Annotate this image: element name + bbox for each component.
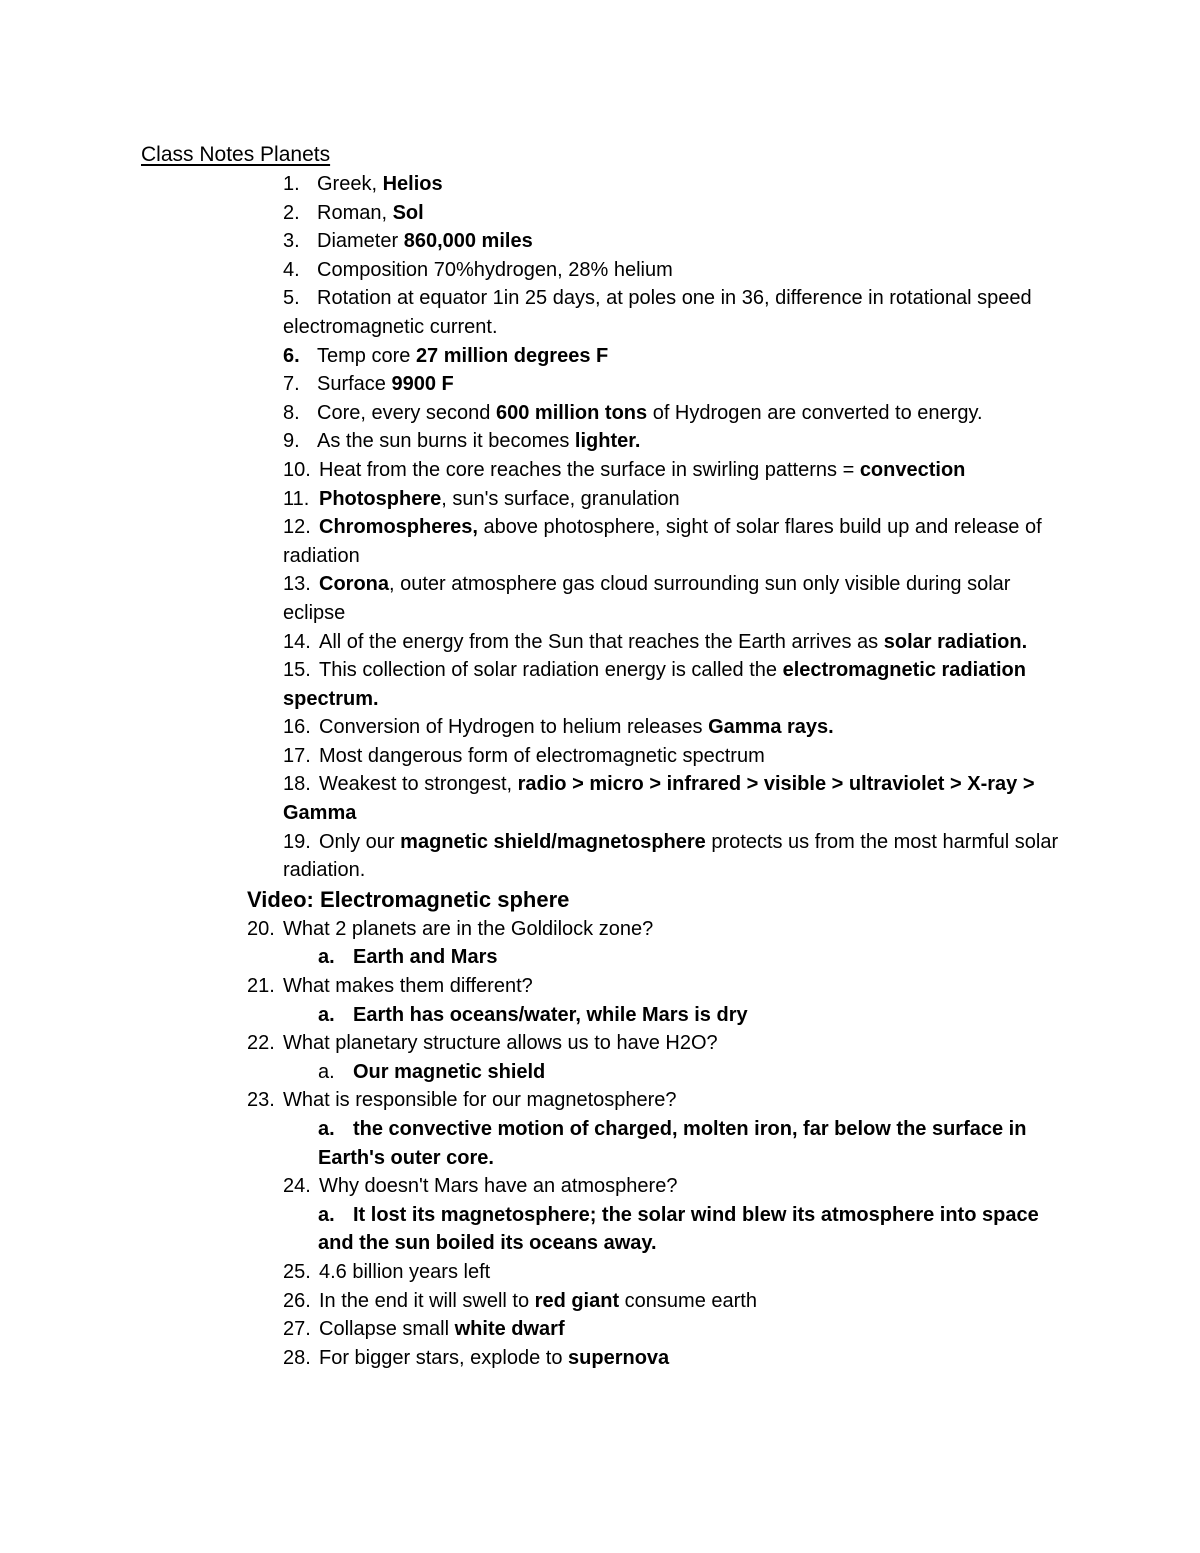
text: Weakest to strongest, bbox=[319, 773, 518, 796]
list-item-number: 1. bbox=[283, 173, 300, 195]
bold-text: convection bbox=[859, 458, 966, 481]
list-item-text bbox=[283, 656, 1073, 713]
text: What planetary structure allows us to have H2O? bbox=[283, 1032, 718, 1055]
list-item-text bbox=[283, 170, 1073, 199]
page-title: Class Notes Planets bbox=[141, 143, 331, 166]
list-item-number: 23. bbox=[247, 1089, 275, 1112]
list-item-text bbox=[283, 342, 1073, 371]
list-item bbox=[0, 915, 1073, 944]
list-item bbox=[0, 513, 1073, 570]
list-item bbox=[0, 399, 1073, 428]
list-item-text bbox=[283, 742, 1073, 771]
text: of Hydrogen are converted to energy. bbox=[647, 401, 983, 424]
list-item-number: 28. bbox=[283, 1346, 311, 1369]
list-item bbox=[0, 742, 1073, 771]
list-item-number: 3. bbox=[283, 230, 300, 253]
list-item bbox=[0, 1115, 1078, 1172]
list-item-number: a. bbox=[318, 1118, 335, 1140]
list-item bbox=[0, 1086, 1073, 1115]
text: Collapse small bbox=[319, 1318, 455, 1341]
list-item-text bbox=[283, 628, 1073, 657]
list-item-text bbox=[318, 1058, 1078, 1087]
list-item-number: a. bbox=[318, 1203, 335, 1226]
list-item-text bbox=[283, 1344, 1073, 1373]
bold-text: Helios bbox=[382, 173, 443, 195]
list-item-text bbox=[318, 1001, 1078, 1030]
text: Conversion of Hydrogen to helium releases bbox=[319, 716, 709, 739]
text: Rotation at equator 1in 25 days, at poles one in 36, difference in rotational speed electromagnetic current. bbox=[283, 287, 1032, 338]
list-item bbox=[0, 370, 1073, 399]
list-item-number: 24. bbox=[283, 1175, 311, 1198]
list-item-text bbox=[283, 828, 1073, 885]
video-heading: Video: Electromagnetic sphere bbox=[247, 886, 570, 912]
text: Composition 70%hydrogen, 28% helium bbox=[317, 258, 673, 281]
list-item bbox=[0, 170, 1073, 199]
list-item bbox=[0, 1287, 1073, 1316]
list-item-text bbox=[247, 1086, 1073, 1115]
list-item-number: 8. bbox=[283, 401, 300, 424]
bold-text: Earth and Mars bbox=[353, 946, 498, 969]
list-item-number: 18. bbox=[283, 773, 311, 796]
list-item bbox=[0, 943, 1078, 972]
list-item-text bbox=[283, 713, 1073, 742]
list-item-text bbox=[283, 1287, 1073, 1316]
list-item-number: 10. bbox=[283, 458, 311, 481]
list-item-number: 9. bbox=[283, 430, 300, 453]
list-item bbox=[0, 342, 1073, 371]
list-item bbox=[0, 427, 1073, 456]
bold-text: the convective motion of charged, molten iron, far below the surface in Earth's outer core. bbox=[318, 1118, 1027, 1169]
list-item-text bbox=[283, 770, 1073, 827]
bold-text: solar radiation. bbox=[883, 630, 1028, 653]
text: Most dangerous form of electromagnetic spectrum bbox=[319, 744, 765, 767]
text: Diameter bbox=[317, 230, 404, 253]
list-item bbox=[0, 828, 1073, 885]
list-item bbox=[0, 227, 1073, 256]
bold-text: 860,000 miles bbox=[403, 230, 533, 253]
text: What 2 planets are in the Goldilock zone? bbox=[283, 917, 654, 940]
list-item-number: 20. bbox=[247, 917, 275, 940]
list-item bbox=[0, 1258, 1073, 1287]
list-item-number: 26. bbox=[283, 1289, 311, 1312]
text: Core, every second bbox=[317, 401, 496, 424]
list-item-number: 21. bbox=[247, 975, 275, 998]
list-item-number: 12. bbox=[283, 516, 311, 539]
bold-text: red giant bbox=[534, 1289, 620, 1312]
list-item-number: 11. bbox=[283, 487, 310, 510]
list-item-text bbox=[318, 1201, 1078, 1258]
list-item-number: 25. bbox=[283, 1260, 311, 1283]
list-item-number: 22. bbox=[247, 1032, 275, 1055]
list-item-text bbox=[318, 1115, 1078, 1172]
list-item-text bbox=[283, 1172, 1073, 1201]
bold-text: Our magnetic shield bbox=[353, 1060, 546, 1083]
list-item bbox=[0, 1201, 1078, 1258]
text: What makes them different? bbox=[283, 975, 533, 998]
list-item-number: 17. bbox=[283, 744, 311, 767]
bold-text: Corona bbox=[319, 573, 389, 596]
list-item-text bbox=[283, 284, 1073, 341]
list-item-text bbox=[283, 570, 1073, 627]
text: In the end it will swell to bbox=[319, 1289, 535, 1312]
list-item bbox=[0, 1029, 1073, 1058]
text: consume earth bbox=[619, 1289, 757, 1312]
list-item bbox=[0, 570, 1073, 627]
list-item-text bbox=[283, 427, 1073, 456]
list-item-text bbox=[247, 972, 1073, 1001]
text: What is responsible for our magnetosphere? bbox=[283, 1089, 677, 1112]
text: This collection of solar radiation energy is called the bbox=[319, 659, 783, 682]
list-item bbox=[0, 256, 1073, 285]
list-item-number: 6. bbox=[283, 344, 300, 367]
list-item-number: 7. bbox=[283, 373, 300, 396]
text: For bigger stars, explode to bbox=[319, 1346, 569, 1369]
list-item-text bbox=[283, 399, 1073, 428]
list-item-text bbox=[283, 256, 1073, 285]
list-item bbox=[0, 1001, 1078, 1030]
text: protects us from the most harmful solar radiation. bbox=[283, 830, 1059, 882]
list-item-text bbox=[283, 485, 1073, 514]
bold-text: 27 million degrees F bbox=[415, 344, 609, 367]
list-item-text bbox=[283, 370, 1073, 399]
list-item-number: a. bbox=[318, 1060, 335, 1083]
list-item bbox=[0, 1344, 1073, 1373]
list-item-number: 19. bbox=[283, 830, 311, 853]
text: , outer atmosphere gas cloud surrounding sun only visible during solar eclipse bbox=[283, 573, 1011, 624]
list-item bbox=[0, 485, 1073, 514]
list-item bbox=[0, 456, 1073, 485]
text: Roman, bbox=[317, 201, 393, 224]
text: Surface bbox=[317, 373, 392, 396]
list-item bbox=[0, 199, 1073, 228]
list-item-number: 2. bbox=[283, 201, 300, 224]
text: , sun's surface, granulation bbox=[441, 487, 680, 510]
text: All of the energy from the Sun that reaches the Earth arrives as bbox=[319, 630, 884, 653]
list-item bbox=[0, 1172, 1073, 1201]
text: Only our bbox=[319, 830, 401, 853]
list-item-text bbox=[247, 1029, 1073, 1058]
bold-text: supernova bbox=[568, 1346, 670, 1369]
bold-text: 9900 F bbox=[391, 373, 454, 396]
bold-text: Sol bbox=[392, 201, 424, 224]
bold-text: magnetic shield/magnetosphere bbox=[400, 830, 706, 853]
bold-text: Earth has oceans/water, while Mars is dry bbox=[353, 1003, 748, 1026]
list-item bbox=[0, 713, 1073, 742]
text: Greek, bbox=[317, 173, 383, 195]
text: As the sun burns it becomes bbox=[317, 430, 575, 453]
list-item-text bbox=[283, 1315, 1073, 1344]
bold-text: 600 million tons bbox=[495, 401, 648, 424]
list-item-number: 5. bbox=[283, 287, 300, 310]
list-item-text bbox=[283, 513, 1073, 570]
bold-text: Chromospheres, bbox=[319, 516, 478, 539]
bold-text: white dwarf bbox=[454, 1318, 565, 1341]
text: Why doesn't Mars have an atmosphere? bbox=[319, 1175, 678, 1198]
bold-text: electromagnetic radiation spectrum. bbox=[283, 659, 1026, 710]
list-item-text bbox=[318, 943, 1078, 972]
text: above photosphere, sight of solar flares build up and release of radiation bbox=[283, 516, 1042, 567]
text: Heat from the core reaches the surface in swirling patterns = bbox=[319, 458, 860, 481]
notes-list bbox=[0, 170, 1200, 1372]
list-item bbox=[0, 1058, 1078, 1087]
list-item bbox=[0, 972, 1073, 1001]
list-item-number: 27. bbox=[283, 1318, 311, 1341]
list-item-number: a. bbox=[318, 946, 335, 969]
bold-text: It lost its magnetosphere; the solar wind blew its atmosphere into space and the sun boiled its oceans away. bbox=[318, 1203, 1039, 1255]
list-item bbox=[0, 770, 1073, 827]
list-item-number: a. bbox=[318, 1003, 335, 1026]
text: 4.6 billion years left bbox=[319, 1260, 491, 1283]
list-item bbox=[0, 284, 1073, 341]
list-item-number: 13. bbox=[283, 573, 311, 596]
list-item-number: 16. bbox=[283, 716, 311, 739]
list-item-text bbox=[283, 456, 1073, 485]
list-item-number: 15. bbox=[283, 659, 311, 682]
list-item-text bbox=[283, 227, 1073, 256]
list-item-text bbox=[283, 1258, 1073, 1287]
list-item-number: 14. bbox=[283, 630, 311, 653]
bold-text: lighter. bbox=[574, 430, 641, 453]
list-item bbox=[0, 1315, 1073, 1344]
list-item-number: 4. bbox=[283, 258, 300, 281]
list-item-text bbox=[247, 915, 1073, 944]
bold-text: radio > micro > infrared > visible > ultraviolet > X-ray > Gamma bbox=[283, 773, 1035, 825]
list-item-text bbox=[283, 199, 1073, 228]
text: Temp core bbox=[317, 344, 416, 367]
list-item bbox=[0, 656, 1073, 713]
bold-text: Gamma rays. bbox=[708, 716, 834, 739]
bold-text: Photosphere bbox=[319, 487, 442, 510]
list-item bbox=[0, 628, 1073, 657]
